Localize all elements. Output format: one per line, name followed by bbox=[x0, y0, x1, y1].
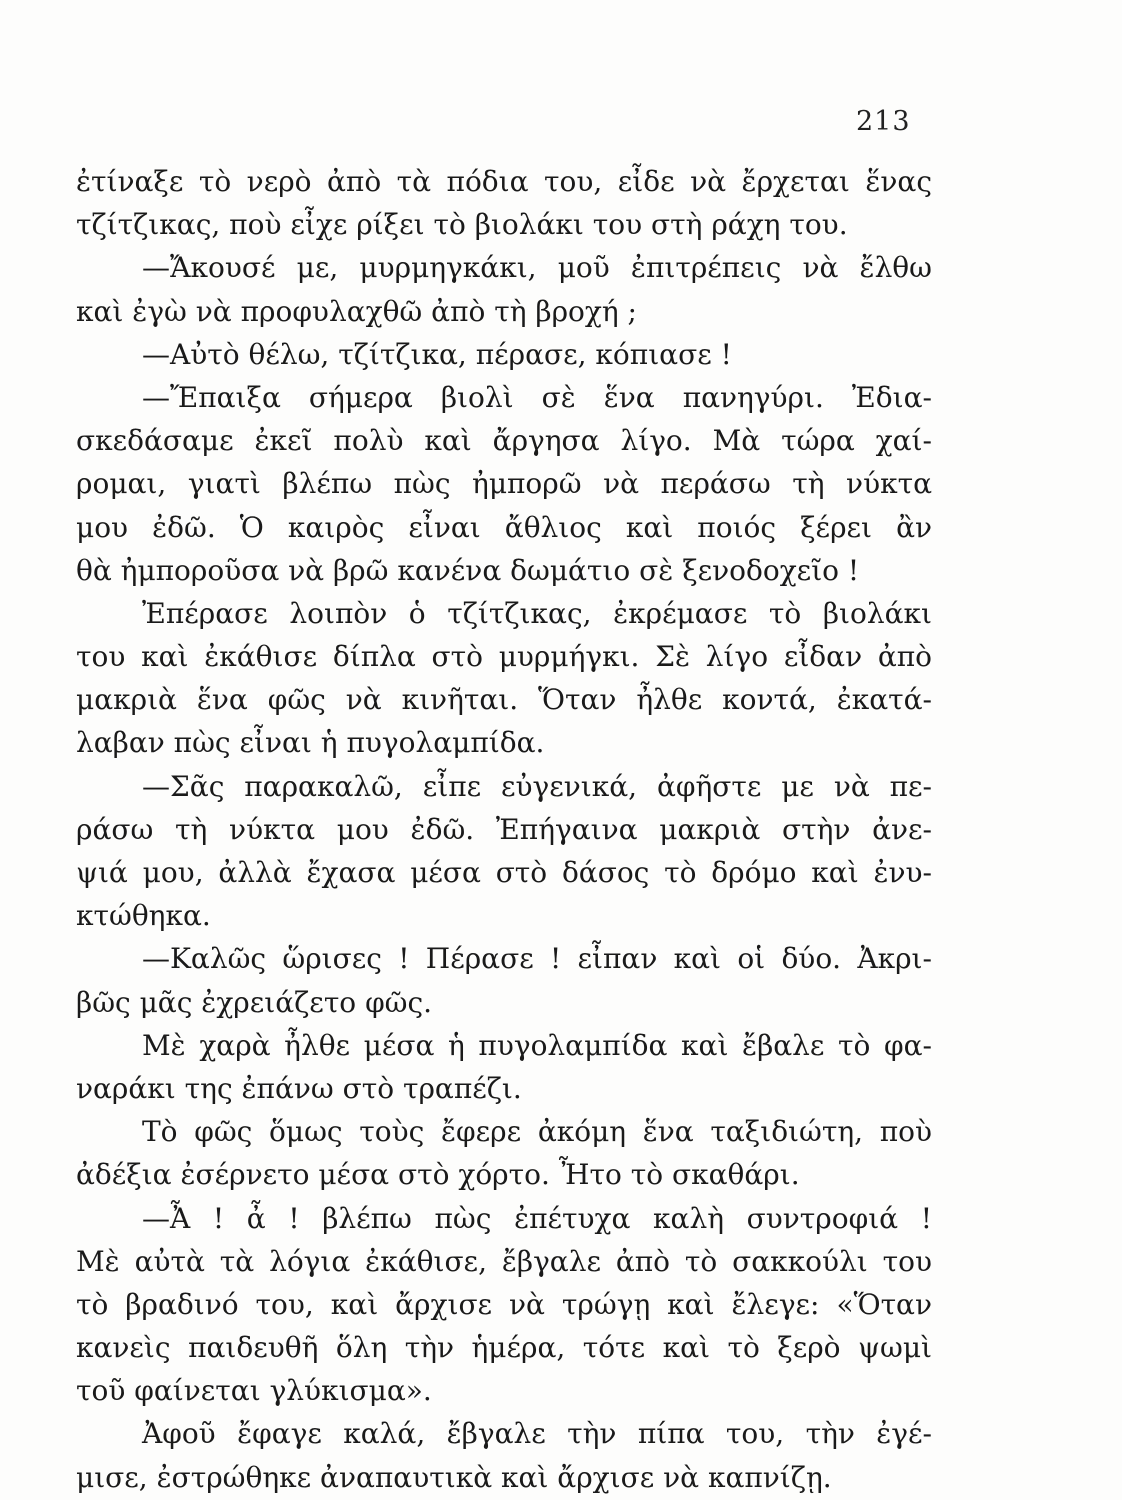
text-line: —Σᾶς παρακαλῶ, εἶπε εὐγενικά, ἀφῆστε με νὰ πε- bbox=[142, 769, 932, 803]
text-line: —Ἔπαιξα σήμερα βιολὶ σὲ ἕνα πανηγύρι. Ἐδια- bbox=[142, 380, 932, 414]
text-line: ρομαι, γιατὶ βλέπω πὼς ἠμπορῶ νὰ περάσω τὴ νύκτα bbox=[76, 467, 932, 501]
text-line: βῶς μᾶς ἐχρειάζετο φῶς. bbox=[76, 985, 433, 1019]
text-line: του καὶ ἐκάθισε δίπλα στὸ μυρμήγκι. Σὲ λίγο εἶδαν ἀπὸ bbox=[76, 640, 932, 674]
text-line: τὸ βραδινό του, καὶ ἄρχισε νὰ τρώγῃ καὶ ἔλεγε: «Ὅταν bbox=[76, 1287, 932, 1321]
body-text bbox=[76, 160, 932, 1499]
text-line: θὰ ἠμποροῦσα νὰ βρῶ κανένα δωμάτιο σὲ ξενοδοχεῖο ! bbox=[76, 553, 860, 587]
text-line: λαβαν πὼς εἶναι ἡ πυγολαμπίδα. bbox=[76, 726, 545, 760]
text-line: κανεὶς παιδευθῆ ὅλη τὴν ἡμέρα, τότε καὶ τὸ ξερὸ ψωμὶ bbox=[76, 1331, 932, 1365]
text-line: —Αὐτὸ θέλω, τζίτζικα, πέρασε, κόπιασε ! bbox=[142, 337, 732, 371]
text-line: μακριὰ ἕνα φῶς νὰ κινῆται. Ὅταν ἦλθε κοντά, ἐκατά- bbox=[76, 683, 932, 717]
text-line: σκεδάσαμε ἐκεῖ πολὺ καὶ ἄργησα λίγο. Μὰ τώρα χαί- bbox=[76, 424, 932, 458]
text-line: Ἀφοῦ ἔφαγε καλά, ἔβγαλε τὴν πίπα του, τὴν ἐγέ- bbox=[142, 1417, 932, 1451]
text-line: ἐτίναξε τὸ νερὸ ἀπὸ τὰ πόδια του, εἶδε νὰ ἔρχεται ἕνας bbox=[76, 165, 932, 198]
text-line: Μὲ χαρὰ ἦλθε μέσα ἡ πυγολαμπίδα καὶ ἔβαλε τὸ φα- bbox=[142, 1028, 932, 1062]
text-line: μου ἐδῶ. Ὁ καιρὸς εἶναι ἄθλιος καὶ ποιός ξέρει ἂν bbox=[76, 510, 932, 544]
text-line: Τὸ φῶς ὅμως τοὺς ἔφερε ἀκόμη ἕνα ταξιδιώτη, ποὺ bbox=[142, 1115, 932, 1149]
text-line: —Ἄκουσέ με, μυρμηγκάκι, μοῦ ἐπιτρέπεις νὰ ἔλθω bbox=[142, 251, 932, 285]
text-line: —Ἆ ! ἆ ! βλέπω πὼς ἐπέτυχα καλὴ συντροφιά ! bbox=[142, 1201, 932, 1235]
text-line: Μὲ αὐτὰ τὰ λόγια ἐκάθισε, ἔβγαλε ἀπὸ τὸ σακκούλι του bbox=[76, 1244, 932, 1278]
text-line: τοῦ φαίνεται γλύκισμα». bbox=[76, 1374, 432, 1408]
text-line: κτώθηκα. bbox=[76, 899, 211, 933]
text-line: ράσω τὴ νύκτα μου ἐδῶ. Ἐπήγαινα μακριὰ στὴν ἀνε- bbox=[76, 812, 932, 846]
text-line: —Καλῶς ὥρισες ! Πέρασε ! εἶπαν καὶ οἱ δύο. Ἀκρι- bbox=[142, 942, 932, 976]
text-line: ναράκι της ἐπάνω στὸ τραπέζι. bbox=[76, 1071, 522, 1105]
text-line: ἀδέξια ἐσέρνετο μέσα στὸ χόρτο. Ἦτο τὸ σκαθάρι. bbox=[76, 1158, 800, 1192]
page-number: 213 bbox=[856, 106, 911, 137]
text-line: καὶ ἐγὼ νὰ προφυλαχθῶ ἀπὸ τὴ βροχή ; bbox=[76, 294, 637, 328]
text-line: ψιά μου, ἀλλὰ ἔχασα μέσα στὸ δάσος τὸ δρόμο καὶ ἐνυ- bbox=[76, 856, 932, 889]
text-line: τζίτζικας, ποὺ εἶχε ρίξει τὸ βιολάκι του στὴ ράχη του. bbox=[76, 208, 848, 242]
text-line: Ἐπέρασε λοιπὸν ὁ τζίτζικας, ἐκρέμασε τὸ βιολάκι bbox=[142, 596, 932, 630]
text-line: μισε, ἐστρώθηκε ἀναπαυτικὰ καὶ ἄρχισε νὰ καπνίζῃ. bbox=[76, 1460, 832, 1494]
